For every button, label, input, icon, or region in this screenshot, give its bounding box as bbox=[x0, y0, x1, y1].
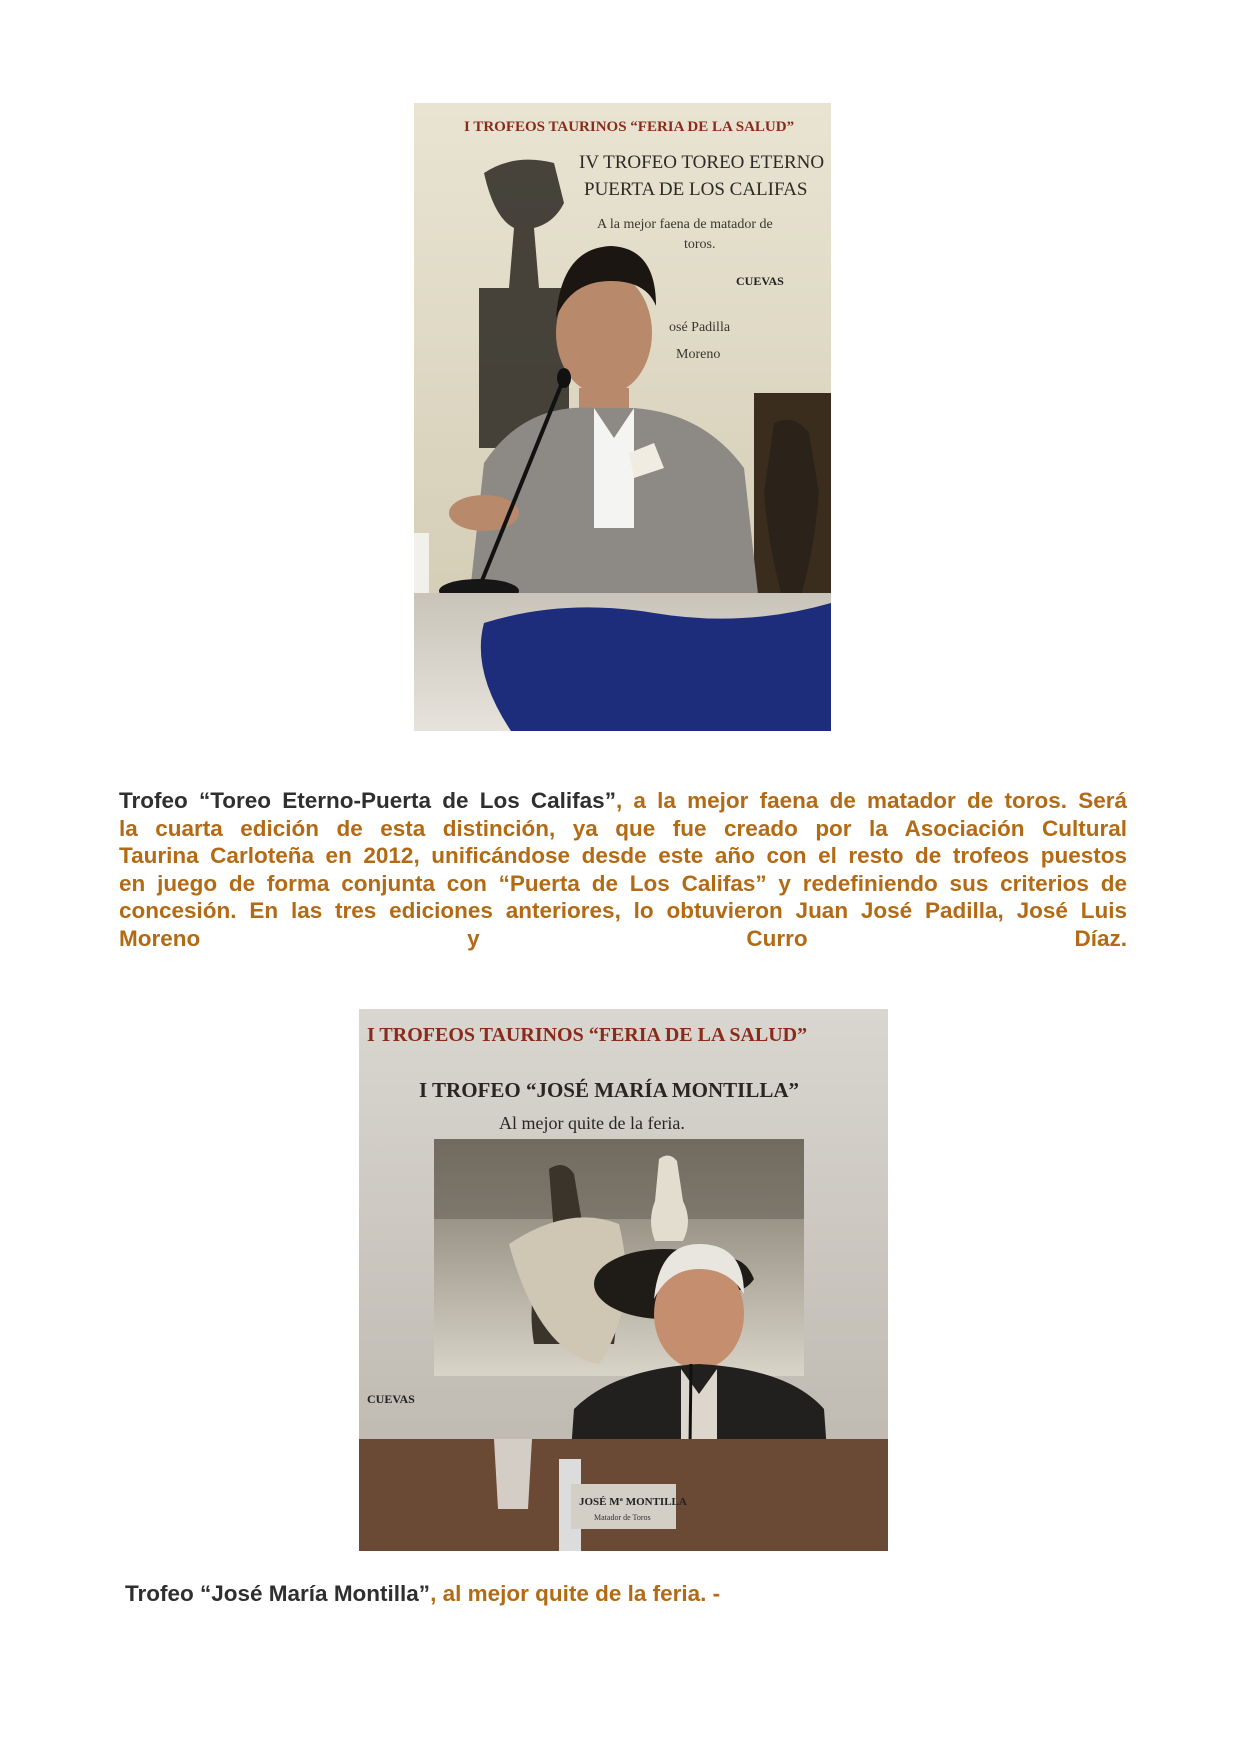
slide-text-1a: A la mejor faena de matador de bbox=[597, 217, 773, 232]
caption-toreo-eterno bbox=[119, 787, 1127, 953]
slide-title-1: I TROFEOS TAURINOS “FERIA DE LA SALUD” bbox=[464, 119, 795, 135]
caption-1-line-2: la cuarta edición de esta distinción, ya que fue creado por la Asociación Cultural bbox=[119, 815, 1127, 841]
caption-1-line-1-rest: , a la mejor faena de matador de toros. Será bbox=[615, 788, 1127, 813]
photo-1-illustration bbox=[414, 103, 831, 731]
photo-montilla-presentation bbox=[359, 1009, 888, 1551]
photo-toreo-eterno-presentation bbox=[414, 103, 831, 731]
nameplate-name: JOSÉ Mª MONTILLA bbox=[579, 1496, 687, 1508]
caption-1-line-1 bbox=[119, 787, 1127, 815]
slide-logo-2: CUEVAS bbox=[367, 1392, 415, 1406]
slide-text-2: Al mejor quite de la feria. bbox=[499, 1113, 685, 1133]
caption-2-rest: , al mejor quite de la feria. - bbox=[430, 1581, 721, 1606]
photo-2-illustration bbox=[359, 1009, 888, 1551]
slide-logo-1: CUEVAS bbox=[736, 274, 784, 288]
slide-names-1a: osé Padilla bbox=[669, 320, 731, 335]
caption-1-title: Trofeo “Toreo Eterno-Puerta de Los Califas” bbox=[119, 788, 616, 813]
caption-1-line-6: Moreno y Curro Díaz. bbox=[119, 925, 1127, 951]
slide-subtitle-1a: IV TROFEO TOREO ETERNO bbox=[579, 152, 825, 173]
caption-1-line-5: concesión. En las tres ediciones anteriores, lo obtuvieron Juan José Padilla, José Luis bbox=[119, 898, 1127, 924]
slide-names-1b: Moreno bbox=[676, 347, 721, 362]
slide-text-1b: toros. bbox=[684, 237, 716, 252]
slide-title-2: I TROFEOS TAURINOS “FERIA DE LA SALUD” bbox=[367, 1024, 808, 1046]
caption-1-line-3: Taurina Carloteña en 2012, unificándose desde este año con el resto de trofeos puestos bbox=[119, 843, 1127, 869]
caption-2-title: Trofeo “José María Montilla” bbox=[125, 1581, 431, 1606]
slide-subtitle-2: I TROFEO “JOSÉ MARÍA MONTILLA” bbox=[419, 1078, 799, 1102]
slide-subtitle-1b: PUERTA DE LOS CALIFAS bbox=[584, 179, 808, 200]
caption-montilla bbox=[125, 1580, 1025, 1608]
nameplate-role: Matador de Toros bbox=[594, 1513, 651, 1522]
caption-1-line-4: en juego de forma conjunta con “Puerta de Los Califas” y redefiniendo sus criterios de bbox=[119, 870, 1127, 896]
